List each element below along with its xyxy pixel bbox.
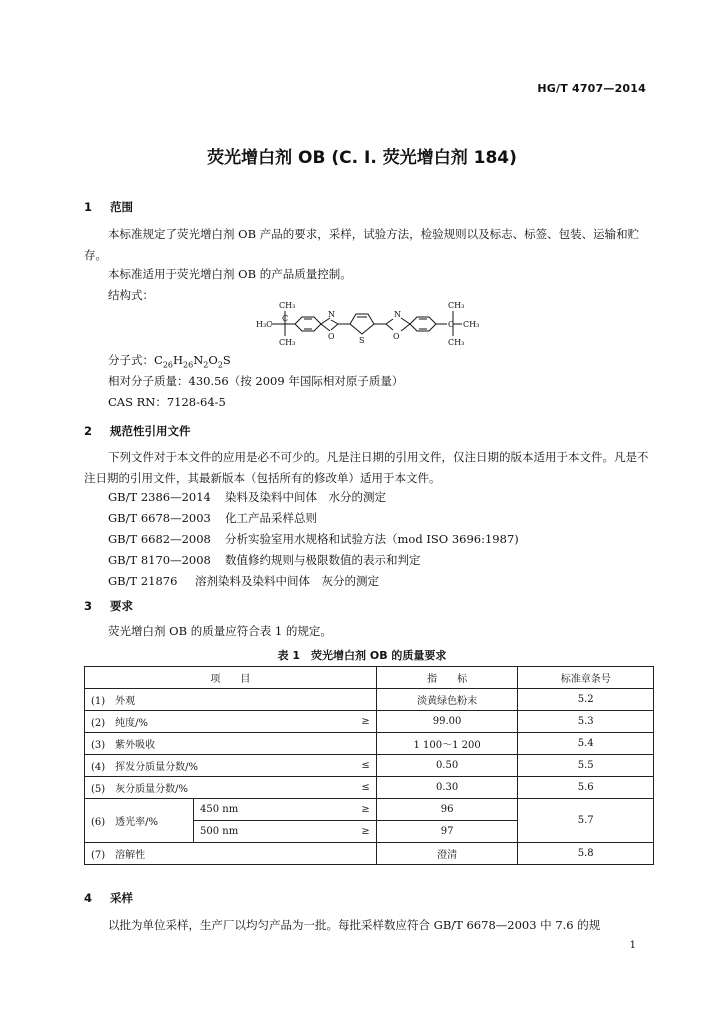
h3c-label: H₃C — [256, 320, 273, 329]
item-cell — [85, 755, 350, 777]
header-spec: 指 标 — [376, 667, 518, 689]
formula-element: O — [208, 353, 218, 367]
clause-cell: 5.8 — [518, 843, 654, 865]
scope-applicability: 本标准适用于荧光增白剂 OB 的产品质量控制。 — [108, 267, 352, 281]
section-number: 3 — [84, 599, 93, 613]
scope-paragraph: 本标准规定了荧光增白剂 OB 产品的要求，采样，试验方法，检验规则以及标志、标签、包装、运输和贮存。 — [84, 227, 640, 262]
reference-code: GB/T 8170—2008 — [108, 553, 211, 567]
formula-element: C — [154, 353, 163, 367]
formula-label: 分子式： — [108, 353, 154, 367]
table-row — [85, 755, 654, 777]
table-row — [85, 689, 654, 711]
row-item: 透光率/% — [115, 817, 159, 828]
clause-cell: 5.5 — [518, 755, 654, 777]
row-item: 溶解性 — [115, 850, 146, 861]
structure-label: 结构式： — [108, 288, 154, 302]
formula-element: S — [222, 353, 231, 367]
section-title: 规范性引用文件 — [110, 424, 191, 438]
section-number: 2 — [84, 424, 93, 438]
spec-cell: 淡黄绿色粉末 — [376, 689, 518, 711]
section-1-heading — [84, 199, 133, 215]
symbol-cell — [350, 733, 376, 755]
reference-code: GB/T 6682—2008 — [108, 532, 211, 546]
reference-title: 数值修约规则与极限数值的表示和判定 — [225, 553, 421, 567]
clause-cell: 5.2 — [518, 689, 654, 711]
reference-title: 溶剂染料及染料中间体 灰分的测定 — [195, 574, 379, 588]
formula-subscript: 2 — [217, 360, 223, 370]
item-cell — [85, 711, 350, 733]
wavelength-cell: 500 nm — [194, 821, 350, 843]
row-item: 挥发分质量分数/% — [115, 762, 199, 773]
table-row — [85, 777, 654, 799]
reference-code: GB/T 2386—2014 — [108, 490, 211, 504]
clause-cell: 5.4 — [518, 733, 654, 755]
spec-cell: 0.50 — [376, 755, 518, 777]
section-3-heading — [84, 598, 133, 614]
table-row — [85, 733, 654, 755]
item-cell — [85, 799, 194, 843]
table-caption: 表 1 荧光增白剂 OB 的质量要求 — [277, 649, 447, 662]
item-cell — [85, 777, 350, 799]
spec-cell: 1 100～1 200 — [376, 733, 518, 755]
section-2-heading — [84, 423, 191, 439]
section-title: 要求 — [110, 599, 133, 613]
symbol-cell: ≤ — [350, 755, 376, 777]
row-item: 灰分质量分数/% — [115, 784, 189, 795]
spec-cell: 99.00 — [376, 711, 518, 733]
document-code: HG/T 4707—2014 — [537, 82, 646, 95]
symbol-cell — [350, 689, 376, 711]
spec-cell: 0.30 — [376, 777, 518, 799]
reference-item — [108, 531, 519, 547]
symbol-cell: ≥ — [350, 799, 376, 821]
page-title: 荧光增白剂 OB (C. I. 荧光增白剂 184) — [207, 148, 517, 168]
section-4-heading — [84, 890, 133, 906]
molecular-mass: 相对分子质量：430.56（按 2009 年国际相对原子质量） — [108, 374, 404, 388]
quality-requirements-table — [84, 666, 654, 865]
o-right-label: O — [393, 332, 400, 341]
header-clause: 标准章条号 — [518, 667, 654, 689]
section-title: 采样 — [110, 891, 133, 905]
reference-title: 染料及染料中间体 水分的测定 — [225, 490, 386, 504]
clause-cell: 5.7 — [518, 799, 654, 843]
symbol-cell: ≤ — [350, 777, 376, 799]
row-number: (4) — [91, 762, 106, 773]
item-cell — [85, 733, 350, 755]
o-left-label: O — [328, 332, 335, 341]
reference-item — [108, 489, 386, 505]
n-right-label: N — [394, 310, 401, 319]
structural-formula-diagram — [255, 298, 495, 352]
spec-cell: 97 — [376, 821, 518, 843]
table-row — [85, 711, 654, 733]
row-item: 外观 — [115, 696, 136, 707]
reference-item — [108, 510, 317, 526]
s-label: S — [359, 336, 365, 345]
symbol-cell: ≥ — [350, 711, 376, 733]
reference-title: 化工产品采样总则 — [225, 511, 317, 525]
n-left-label: N — [328, 310, 335, 319]
spec-cell: 澄清 — [376, 843, 518, 865]
ch3-bottom-left-label: CH₃ — [279, 338, 296, 347]
page-number: 1 — [629, 940, 636, 951]
section-number: 1 — [84, 200, 93, 214]
row-number: (1) — [91, 696, 106, 707]
ch3-top-right-label: CH₃ — [448, 301, 465, 310]
molecular-formula — [108, 352, 231, 369]
references-intro: 下列文件对于本文件的应用是必不可少的。凡是注日期的引用文件，仅注日期的版本适用于本文件。凡是不注日期的引用文件，其最新版本（包括所有的修改单）适用于本文件。 — [84, 450, 649, 485]
header-item: 项 目 — [85, 667, 377, 689]
ch3-mid-right-label: CH₃ — [463, 320, 480, 329]
row-number: (3) — [91, 740, 106, 751]
formula-element: H — [173, 353, 184, 367]
sampling-text: 以批为单位采样，生产厂以均匀产品为一批。每批采样数应符合 GB/T 6678—2003 中 7.6 的规 — [108, 918, 601, 932]
table-row — [85, 799, 654, 821]
reference-code: GB/T 21876 — [108, 574, 178, 588]
formula-subscript: 26 — [183, 360, 194, 370]
requirements-text: 荧光增白剂 OB 的质量应符合表 1 的规定。 — [108, 624, 332, 638]
clause-cell: 5.6 — [518, 777, 654, 799]
clause-cell: 5.3 — [518, 711, 654, 733]
reference-code: GB/T 6678—2003 — [108, 511, 211, 525]
row-number: (7) — [91, 850, 106, 861]
row-item: 纯度/% — [115, 718, 149, 729]
table-row — [85, 843, 654, 865]
c-left-label: C — [282, 314, 289, 323]
row-number: (5) — [91, 784, 106, 795]
wavelength-cell: 450 nm — [194, 799, 350, 821]
ch3-top-left-label: CH₃ — [279, 301, 296, 310]
cas-number: CAS RN：7128-64-5 — [108, 395, 226, 409]
reference-item — [108, 573, 379, 589]
section-number: 4 — [84, 891, 93, 905]
symbol-cell: ≥ — [350, 821, 376, 843]
reference-item — [108, 552, 421, 568]
ch3-bottom-right-label: CH₃ — [448, 338, 465, 347]
item-cell — [85, 843, 377, 865]
section-title: 范围 — [110, 200, 133, 214]
spec-cell: 96 — [376, 799, 518, 821]
c-right-label: C — [448, 320, 455, 329]
formula-subscript: 26 — [162, 360, 173, 370]
formula-element: N — [193, 353, 204, 367]
reference-title: 分析实验室用水规格和试验方法（mod ISO 3696:1987) — [225, 532, 519, 546]
item-cell — [85, 689, 350, 711]
formula-subscript: 2 — [203, 360, 209, 370]
row-item: 紫外吸收 — [115, 740, 156, 751]
row-number: (2) — [91, 718, 106, 729]
row-number: (6) — [91, 817, 106, 828]
table-header-row — [85, 667, 654, 689]
